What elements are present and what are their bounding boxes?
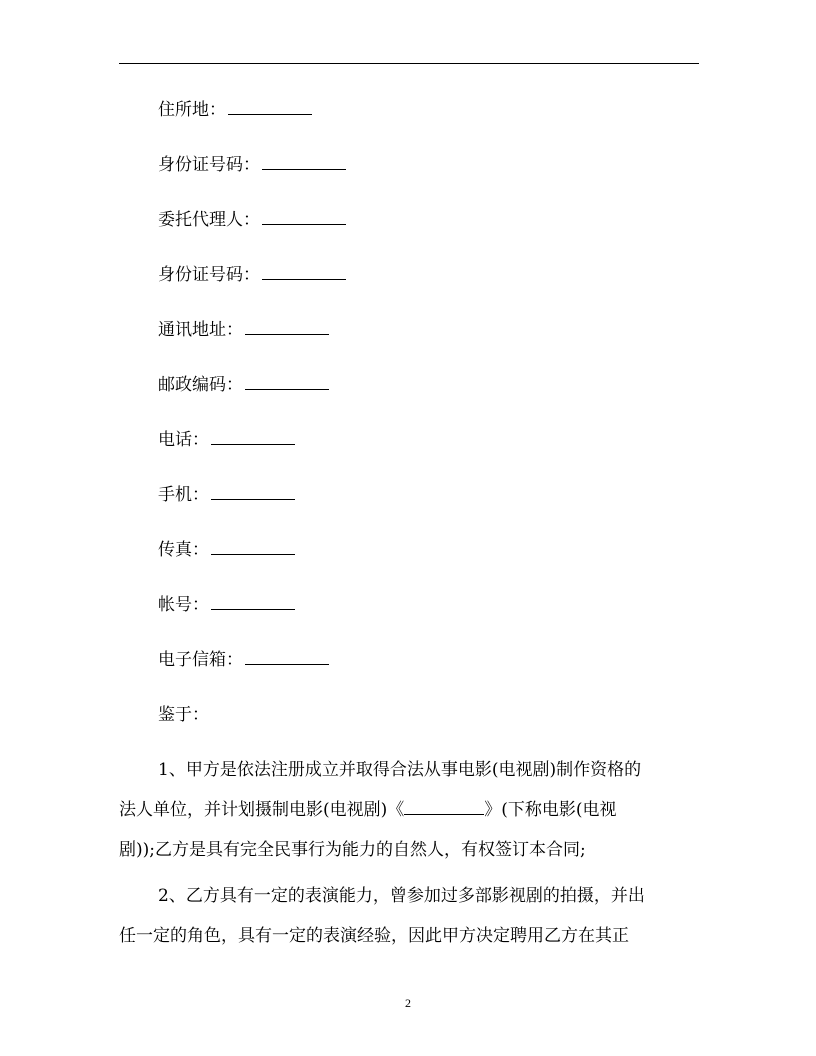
blank-line — [228, 98, 312, 115]
blank-line — [262, 263, 346, 280]
clause-1 — [119, 758, 699, 862]
blank-line — [211, 538, 295, 555]
field-label: 电话： — [158, 430, 209, 450]
field-label: 通讯地址： — [158, 320, 243, 340]
blank-line — [245, 648, 329, 665]
blank-line — [262, 208, 346, 225]
blank-line — [245, 318, 329, 335]
clause-1-line-2-start: 法人单位，并计划摄制电影(电视剧)《 — [119, 800, 405, 820]
field-label: 电子信箱： — [158, 650, 243, 670]
clause-1-line-2 — [119, 798, 699, 822]
field-label: 邮政编码： — [158, 375, 243, 395]
blank-line — [211, 483, 295, 500]
field-residence — [158, 98, 312, 122]
page-number: 2 — [405, 996, 411, 1010]
clause-2-line-2: 任一定的角色，具有一定的表演经验，因此甲方决定聘用乙方在其正 — [119, 926, 629, 946]
field-agent-id-number — [158, 263, 346, 287]
clause-1-line-2-end: 》(下称电影(电视 — [484, 800, 617, 820]
field-agent — [158, 208, 346, 232]
field-label: 住所地： — [158, 100, 226, 120]
clause-2-line-1: 2、乙方具有一定的表演能力，曾参加过多部影视剧的拍摄，并出 — [158, 886, 645, 906]
header-rule — [119, 63, 699, 64]
clause-1-line-1: 1、甲方是依法注册成立并取得合法从事电影(电视剧)制作资格的 — [158, 760, 642, 780]
field-account — [158, 593, 295, 617]
field-label: 身份证号码： — [158, 265, 260, 285]
blank-line — [211, 428, 295, 445]
field-label: 传真： — [158, 540, 209, 560]
field-phone — [158, 428, 295, 452]
field-mobile — [158, 483, 295, 507]
blank-line — [211, 593, 295, 610]
whereas-heading: 鉴于： — [158, 705, 209, 725]
field-label: 委托代理人： — [158, 210, 260, 230]
field-id-number — [158, 153, 346, 177]
field-address — [158, 318, 329, 342]
field-label: 手机： — [158, 485, 209, 505]
field-postcode — [158, 373, 329, 397]
clause-2 — [119, 884, 699, 948]
clause-1-line-3: 剧));乙方是具有完全民事行为能力的自然人，有权签订本合同; — [119, 840, 586, 860]
field-label: 身份证号码： — [158, 155, 260, 175]
field-label: 帐号： — [158, 595, 209, 615]
blank-line — [245, 373, 329, 390]
field-fax — [158, 538, 295, 562]
blank-line — [262, 153, 346, 170]
field-email — [158, 648, 329, 672]
title-blank-line — [404, 798, 484, 815]
